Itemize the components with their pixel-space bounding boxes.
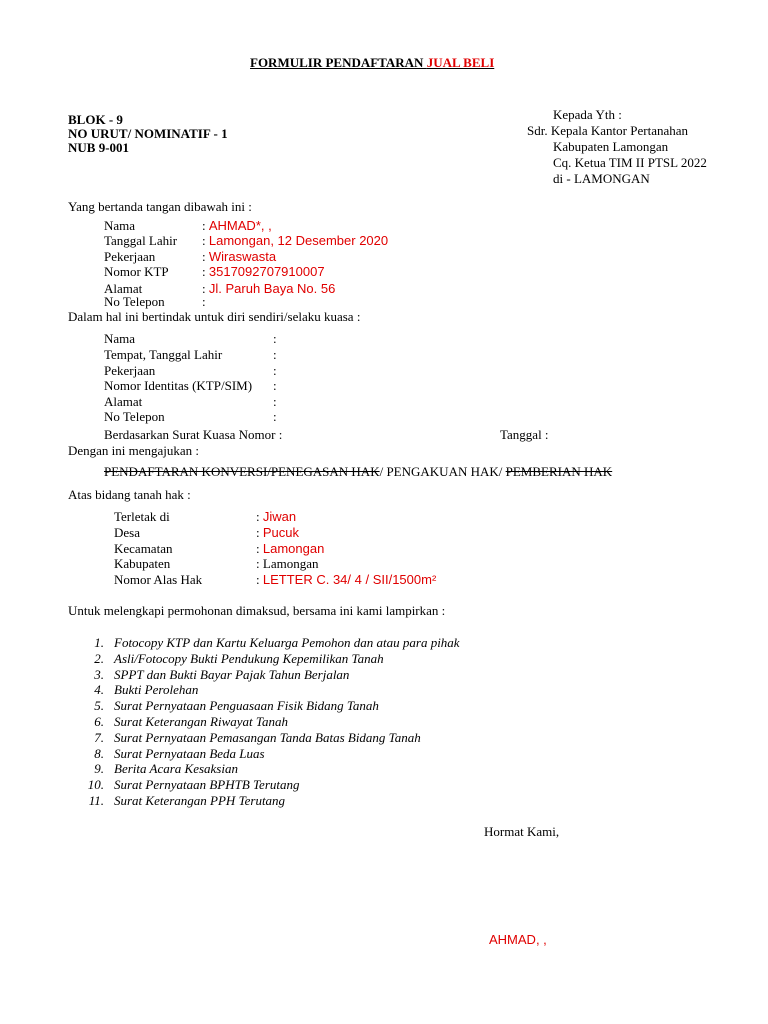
list-item-text: Fotocopy KTP dan Kartu Keluarga Pemohon dan atau para pihak	[114, 635, 460, 650]
form-title-highlight: JUAL BELI	[426, 55, 495, 70]
field-label: Nama	[104, 331, 136, 346]
surat-kuasa-tanggal: Tanggal :	[500, 427, 549, 442]
proxy-intro: Dalam hal ini bertindak untuk diri sendiri/selaku kuasa :	[68, 309, 361, 324]
applicant-ttl-value: Lamongan, 12 Desember 2020	[208, 233, 389, 248]
recipient-line-2: Sdr. Kepala Kantor Pertanahan	[527, 123, 689, 138]
field-colon: :	[273, 363, 277, 378]
list-item-text: SPPT dan Bukti Bayar Pajak Tahun Berjalan	[114, 666, 350, 682]
request-struck-1: PENDAFTARAN KONVERSI/PENEGASAN HAK	[104, 464, 380, 479]
field-label: No Telepon	[104, 409, 165, 424]
list-item-number: 3.	[94, 666, 104, 682]
applicant-ktp-value: 3517092707910007	[208, 264, 325, 279]
field-colon: :	[273, 378, 277, 393]
field-colon: :	[256, 572, 263, 587]
request-type	[104, 465, 612, 478]
form-title-prefix: FORMULIR PENDAFTARAN	[250, 55, 427, 70]
field-label: Nomor KTP	[104, 264, 169, 279]
land-letak-value: Jiwan	[262, 509, 297, 524]
field-colon: :	[273, 331, 277, 346]
intro-text: Yang bertanda tangan dibawah ini :	[68, 199, 252, 214]
no-urut: NO URUT/ NOMINATIF - 1	[68, 126, 228, 141]
list-item-number: 2.	[94, 650, 104, 666]
field-colon: :	[202, 294, 206, 309]
field-colon: :	[273, 347, 277, 362]
list-item-text: Surat Pernyataan Pemasangan Tanda Batas Bidang Tanah	[114, 729, 421, 745]
list-item-text: Berita Acara Kesaksian	[114, 761, 238, 777]
closing-text: Hormat Kami,	[484, 824, 560, 839]
field-colon: :	[202, 249, 209, 264]
list-item-text: Asli/Fotocopy Bukti Pendukung Kepemilikan Tanah	[114, 650, 384, 666]
recipient-line-3: Kabupaten Lamongan	[553, 139, 669, 154]
land-kabupaten-value: Lamongan	[262, 556, 319, 571]
tanah-intro: Atas bidang tanah hak :	[68, 487, 191, 502]
field-colon: :	[202, 218, 209, 233]
field-label: Alamat	[104, 394, 143, 409]
recipient-line-5: di - LAMONGAN	[553, 171, 650, 186]
field-colon: :	[273, 394, 277, 409]
field-colon: :	[202, 233, 209, 248]
land-alas-hak-value: LETTER C. 34/ 4 / SII/1500m²	[262, 572, 437, 587]
applicant-alamat-value: Jl. Paruh Baya No. 56	[208, 281, 336, 296]
list-item-number: 10.	[87, 777, 104, 793]
recipient-line-4: Cq. Ketua TIM II PTSL 2022	[553, 155, 707, 170]
list-item-number: 6.	[94, 714, 104, 729]
list-item-text: Bukti Perolehan	[114, 682, 199, 698]
field-label: Kecamatan	[114, 541, 173, 556]
field-label: Alamat	[104, 281, 143, 296]
field-label: Terletak di	[114, 509, 170, 524]
attach-intro: Untuk melengkapi permohonan dimaksud, bersama ini kami lampirkan :	[68, 603, 446, 618]
field-label: Desa	[114, 525, 140, 540]
signature-name: AHMAD, ,	[489, 932, 547, 947]
request-plain: / PENGAKUAN HAK/	[379, 464, 506, 479]
list-item-number: 11.	[88, 793, 104, 808]
recipient-line-1: Kepada Yth :	[553, 107, 622, 122]
list-item-number: 8.	[94, 745, 104, 761]
list-item-number: 5.	[94, 698, 104, 714]
field-colon: :	[273, 409, 277, 424]
applicant-pekerjaan-value: Wiraswasta	[208, 249, 277, 264]
list-item-text: Surat Pernyataan Penguasaan Fisik Bidang Tanah	[114, 698, 379, 714]
land-desa-value: Pucuk	[262, 525, 300, 540]
field-label: Nama	[104, 218, 136, 233]
nub-number: NUB 9-001	[68, 140, 130, 155]
field-label: Tanggal Lahir	[104, 233, 178, 248]
field-label: Pekerjaan	[104, 363, 156, 378]
list-item-text: Surat Pernyataan Beda Luas	[114, 745, 265, 761]
field-label: Pekerjaan	[104, 249, 156, 264]
field-label: No Telepon	[104, 294, 165, 309]
field-colon: :	[256, 556, 263, 571]
field-colon: :	[256, 509, 263, 524]
field-colon: :	[256, 525, 263, 540]
request-struck-2: PEMBERIAN HAK	[505, 464, 613, 479]
applicant-nama-value: AHMAD*, ,	[208, 218, 272, 233]
surat-kuasa-label: Berdasarkan Surat Kuasa Nomor :	[104, 427, 283, 442]
form-title	[250, 56, 494, 69]
list-item-text: Surat Keterangan Riwayat Tanah	[114, 714, 288, 729]
list-item-text: Surat Pernyataan BPHTB Terutang	[114, 777, 300, 793]
field-label: Kabupaten	[114, 556, 171, 571]
field-label: Nomor Alas Hak	[114, 572, 203, 587]
blok-number: BLOK - 9	[68, 112, 123, 127]
field-label: Tempat, Tanggal Lahir	[104, 347, 223, 362]
mengajukan-text: Dengan ini mengajukan :	[68, 443, 200, 458]
list-item-number: 9.	[94, 761, 104, 777]
field-colon: :	[202, 281, 209, 296]
list-item-text: Surat Keterangan PPH Terutang	[114, 793, 286, 808]
list-item-number: 7.	[94, 729, 104, 745]
land-kecamatan-value: Lamongan	[262, 541, 325, 556]
field-label: Nomor Identitas (KTP/SIM)	[104, 378, 253, 393]
field-colon: :	[256, 541, 263, 556]
list-item-number: 1.	[94, 635, 104, 650]
list-item-number: 4.	[94, 682, 104, 698]
field-colon: :	[202, 264, 209, 279]
